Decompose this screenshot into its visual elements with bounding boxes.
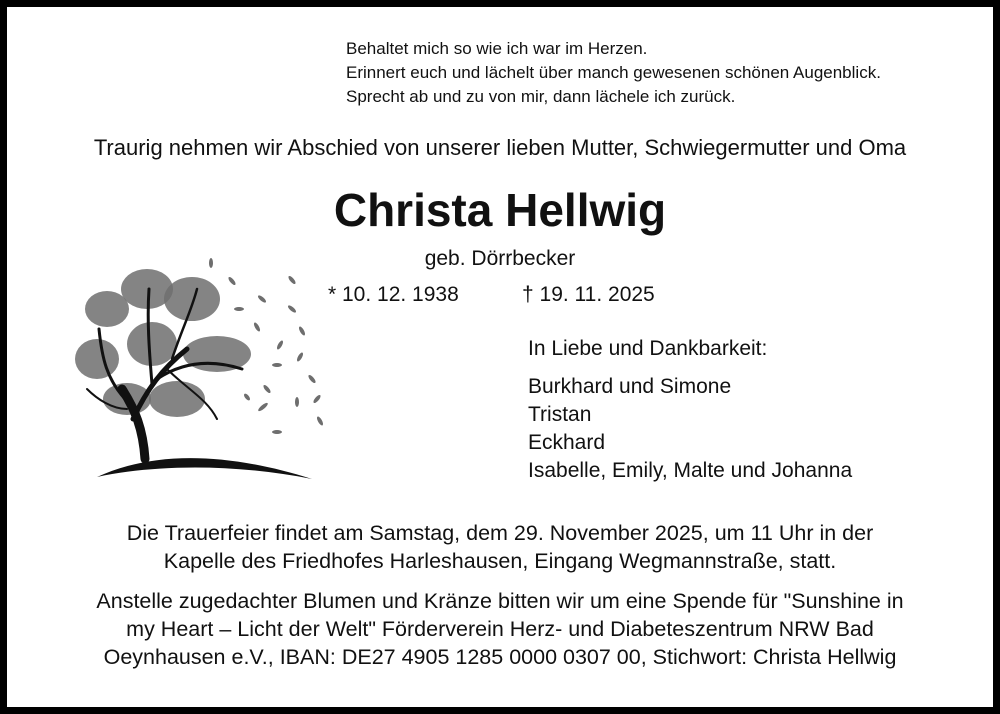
mourner: Eckhard [528, 431, 606, 454]
obituary-notice [7, 7, 993, 707]
hill [97, 458, 312, 479]
deceased-name: Christa Hellwig [333, 184, 667, 236]
birth-name: geb. Dörrbecker [424, 247, 576, 270]
mourner: Isabelle, Emily, Malte und Johanna [528, 459, 853, 482]
funeral-line: Die Trauerfeier findet am Samstag, dem 29. November 2025, um 11 Uhr in der [126, 521, 874, 545]
thanks-heading: In Liebe und Dankbarkeit: [528, 337, 768, 360]
donation-line: Oeynhausen e.V., IBAN: DE27 4905 1285 0000 0307 00, Stichwort: Christa Hellwig [103, 645, 897, 669]
mourners-list [528, 373, 852, 485]
donation-line: Anstelle zugedachter Blumen und Kränze bitten wir um eine Spende für "Sunshine in [96, 589, 904, 613]
donation-line: my Heart – Licht der Welt" Förderverein Herz- und Diabeteszentrum NRW Bad [126, 617, 874, 641]
intro-text: Traurig nehmen wir Abschied von unserer lieben Mutter, Schwiegermutter und Oma [93, 135, 907, 160]
verse-line: Sprecht ab und zu von mir, dann lächele ich zurück. [346, 87, 736, 106]
funeral-info [7, 519, 993, 575]
mourner: Tristan [528, 403, 592, 426]
tree-illustration [67, 249, 327, 484]
funeral-line: Kapelle des Friedhofes Harleshausen, Eingang Wegmannstraße, statt. [163, 549, 837, 573]
verse [346, 37, 881, 109]
death-date: † 19. 11. 2025 [522, 283, 655, 306]
verse-line: Behaltet mich so wie ich war im Herzen. [346, 39, 648, 58]
donation-info [7, 587, 993, 671]
leaves [75, 258, 324, 434]
verse-line: Erinnert euch und lächelt über manch gewesenen schönen Augenblick. [346, 63, 881, 82]
birth-date: * 10. 12. 1938 [328, 283, 459, 306]
mourner: Burkhard und Simone [528, 375, 732, 398]
